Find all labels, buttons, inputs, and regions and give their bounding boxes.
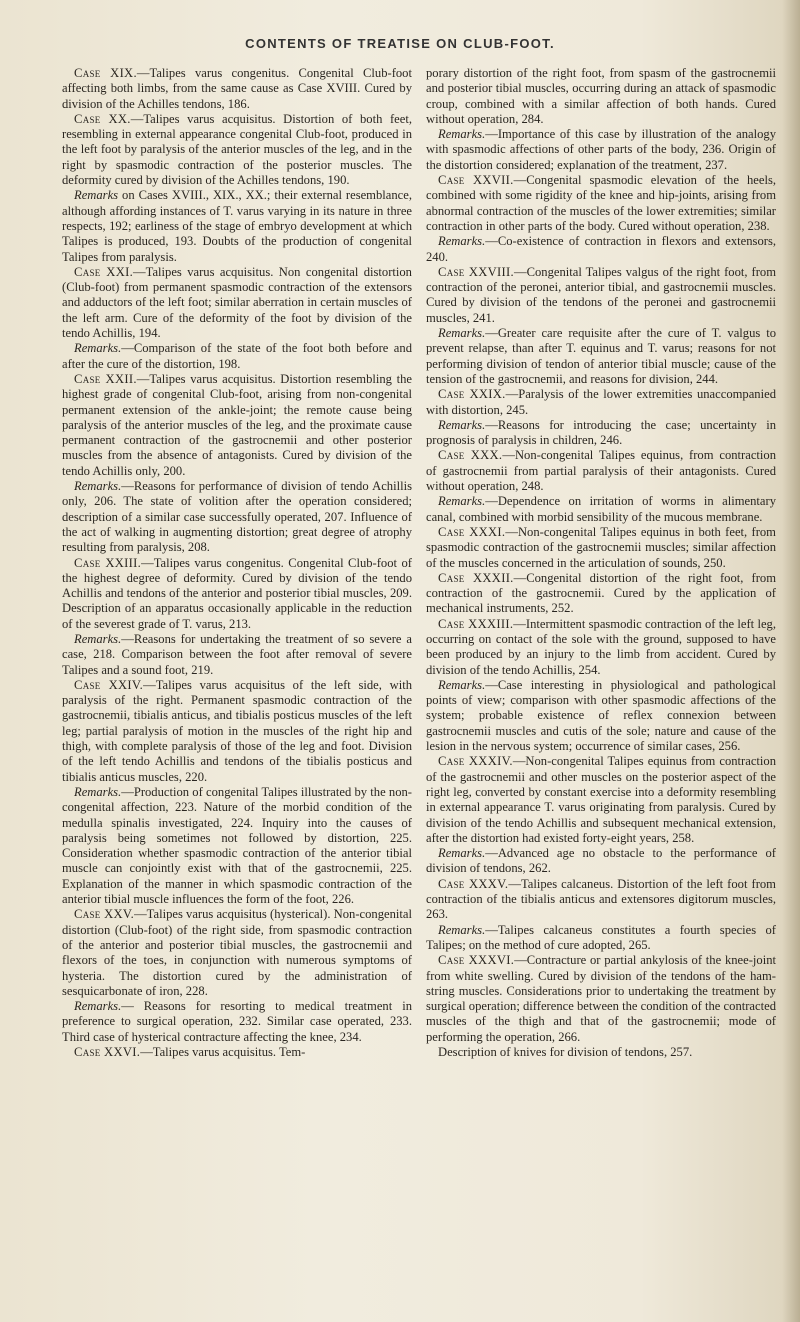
entry-body: Description of knives for division of tendons, 257. [438, 1045, 693, 1059]
running-head: CONTENTS OF TREATISE ON CLUB-FOOT. [245, 36, 555, 51]
entry-body: —Talipes varus congenitus. Congenital Club-foot affecting both limbs, from the same cause as Case XVIII. Cured by division of the Achilles tendons, 186. [62, 66, 412, 111]
case-heading: Case XXXVI. [438, 953, 515, 968]
entry-body: —Non-congenital Talipes equinus in both feet, from spasmodic contraction of the gastrocnemii muscles; similar affection of the muscles concerned in the articulation of sounds, 250. [426, 524, 776, 570]
case-entry [62, 66, 412, 112]
case-entry [62, 1045, 412, 1060]
entry-body: —Talipes varus acquisitus of the left side, with paralysis of the right. Permanent spasmodic contraction of the gastrocnemii, tibialis anticus, and tibialis posticus muscles of the left leg; partial paralysis of motion in the muscles of the right hip and thigh, with complete paralysis of those of the leg and foot. Division of the left tendo Achillis and tendons of the tibialis posticus and tibialis anticus muscles, 220. [62, 677, 412, 784]
case-heading: Case XXII. [74, 371, 137, 386]
entry-body: —Case interesting in physiological and pathological points of view; comparison with other spasmodic affections of the system; probable existence of reflex connexion between gastrocnemii muscles and cutis of the sole; nature and cause of the lesion in the nervous system; occurrence of similar cases, 256. [426, 677, 776, 754]
remarks-entry [426, 846, 776, 877]
remarks-entry [62, 785, 412, 907]
remarks-entry [62, 999, 412, 1045]
remarks-label: Remarks [74, 188, 119, 203]
entry-body: —Talipes varus acquisitus. Distortion of both feet, resembling in external appearance congenital Club-foot, produced in the left foot by paralysis of the anterior muscles of the leg, and in the right by spasmodic contraction of the posterior muscles. The deformity cured by division of the Achilles tendons, 190. [62, 111, 412, 188]
entry-body: —Dependence on irritation of worms in alimentary canal, combined with morbid sensibility of the mucous membrane. [426, 494, 776, 524]
remarks-entry [426, 923, 776, 954]
case-heading: Case XXXIV. [438, 754, 513, 769]
remarks-entry [426, 127, 776, 173]
remarks-label: Remarks. [438, 677, 486, 692]
entry-body: —Intermittent spasmodic contraction of the left leg, occurring on contact of the sole with the ground, supposed to have been produced by an injury to the limb from accident. Cured by division of the tendo Achillis, 254. [426, 616, 776, 677]
entry-body: —Talipes varus acquisitus. Tem- [140, 1045, 306, 1059]
case-entry [426, 953, 776, 1045]
case-heading: Case XXIII. [74, 555, 142, 570]
remarks-entry [426, 326, 776, 387]
case-entry [62, 678, 412, 785]
case-heading: Case XXXII. [438, 570, 514, 585]
entry-body: —Greater care requisite after the cure of T. valgus to prevent relapse, than after T. equinus and T. varus; reasons for not performing division of tendon of anterior tibial muscle; cause of the tension of the gastrocnemii, and reasons for division, 244. [426, 326, 776, 386]
case-entry [62, 907, 412, 999]
entry-body: —Congenital distortion of the right foot, from contraction of the gastrocnemii. Cured by the application of mechanical instruments, 252. [426, 570, 777, 616]
entry-body: —Non-congenital Talipes equinus from contraction of the gastrocnemii and other muscles on the posterior aspect of the right leg, converted by constant exercise into a deformity resembling in external appearance T. varus originating from paralysis. Cured by division of the tendo Achillis and subsequent mechanical extension, after the distortion had existed forty-eight years, 258. [426, 754, 777, 845]
entry-body: on Cases XVIII., XIX., XX.; their external resemblance, although affording instances of T. varus varying in its nature in three respects, 192; earliness of the stage of embryo development at which Talipes is produced, 193. Doubts of the production of congenital Talipes from paralysis. [62, 188, 412, 264]
case-entry [426, 617, 776, 678]
entry-body: —Comparison of the state of the foot both before and after the cure of the distortion, 198. [62, 341, 412, 371]
remarks-label: Remarks. [438, 326, 486, 341]
remarks-label: Remarks. [438, 417, 486, 432]
entry-body: —Congenital Talipes valgus of the right foot, from contraction of the peronei, anterior tibial, and gastrocnemii muscles. Cured by division of the tendons of the peronei and gastrocnemii muscles, 241. [426, 264, 776, 325]
remarks-label: Remarks. [438, 494, 486, 509]
entry-body: —Reasons for undertaking the treatment of so severe a case, 218. Comparison between the foot after removal of severe Talipes and a sound foot, 219. [62, 631, 412, 677]
remarks-entry [62, 341, 412, 372]
case-entry [426, 387, 776, 418]
remarks-label: Remarks. [74, 631, 122, 646]
case-entry [426, 877, 776, 923]
entry-body: —Talipes varus acquisitus. Non congenital distortion (Club-foot) from permanent spasmodic contraction of the extensors and adductors of the left foot; similar aberration in certain muscles of the left arm. Cure of the deformity of the foot by division of the tendo Achillis, 194. [62, 264, 412, 341]
remarks-label: Remarks. [438, 234, 486, 249]
case-heading: Case XXX. [438, 448, 503, 463]
case-heading: Case XXXIII. [438, 616, 514, 631]
remarks-label: Remarks. [74, 999, 122, 1014]
remarks-label: Remarks. [438, 127, 486, 142]
entry-body: porary distortion of the right foot, from spasm of the gastrocnemii and posterior tibial muscles, occurring during an attack of spasmodic croup, combined with a similar affection of both hands. Cured without operation, 284. [426, 66, 776, 126]
case-heading: Case XIX. [74, 66, 137, 80]
case-heading: Case XXIX. [438, 387, 506, 402]
entry-body: —Importance of this case by illustration of the analogy with spasmodic affections of other parts of the body, 236. Origin of the distortion considered; explanation of the treatment, 237. [426, 127, 776, 172]
entry-body: —Contracture or partial ankylosis of the knee-joint from white swelling. Cured by division of the tendons of the ham-string muscles. Considerations prior to undertaking the treatment by surgical operation; difference between the condition of the contracted muscles of the thigh and that of the gastrocnemii; mode of performing the operation, 266. [426, 953, 776, 1044]
entry-body: —Talipes calcaneus constitutes a fourth species of Talipes; on the method of cure adopted, 265. [426, 922, 776, 952]
remarks-entry [62, 188, 412, 264]
case-entry [426, 173, 776, 234]
entry-body: —Reasons for performance of division of tendo Achillis only, 206. The state of volition after the operation considered; description of a similar case successfully operated, 207. Influence of the act of walking in augmenting distortion; great degree of atrophy resulting from paralysis, 208. [62, 479, 412, 555]
entry-text [426, 1045, 776, 1060]
remarks-entry [426, 494, 776, 525]
remarks-entry [426, 418, 776, 449]
case-entry [62, 372, 412, 479]
entry-body: —Talipes varus acquisitus (hysterical). Non-congenital distortion (Club-foot) of the right side, from spasmodic contraction of the anterior and posterior tibial muscles, the gastrocnemii and flexors of the toes, in conjunction with numerous symptoms of hysteria. The distortion cured by the administration of sesquicarbonate of iron, 228. [62, 907, 412, 998]
page-edge-shadow [782, 0, 800, 1322]
entry-body: —Talipes varus congenitus. Congenital Club-foot of the highest degree of deformity. Cured by division of the tendo Achillis and tendons of the anterior and posterior tibial muscles, 209. Description of an apparatus occasionally applicable in the reduction of the severest grade of T. varus, 213. [62, 555, 412, 631]
case-heading: Case XXV. [74, 907, 135, 922]
entry-body: —Production of congenital Talipes illustrated by the non-congenital affection, 223. Nature of the morbid condition of the medulla spinalis investigated, 224. Inquiry into the causes of paralysis being sometimes not followed by distortion, 225. Consideration whether spasmodic contraction of the anterior tibial muscle can conjointly exist with that of the gastrocnemii, 225. Explanation of the manner in which spasmodic contraction of the anterior tibial muscle influences the form of the foot, 226. [62, 784, 412, 907]
entry-body: —Paralysis of the lower extremities unaccompanied with distortion, 245. [426, 387, 776, 417]
case-heading: Case XXVII. [438, 173, 514, 188]
case-heading: Case XXIV. [74, 677, 144, 692]
remarks-entry [62, 479, 412, 555]
entry-body: —Reasons for introducing the case; uncertainty in prognosis of paralysis in children, 246. [426, 417, 776, 448]
remarks-entry [426, 234, 776, 265]
remarks-label: Remarks. [438, 846, 486, 861]
case-heading: Case XXXI. [438, 524, 506, 539]
entry-body: —Co-existence of contraction in flexors and extensors, 240. [426, 234, 776, 264]
case-entry [62, 265, 412, 341]
entry-body: —Advanced age no obstacle to the performance of division of tendons, 262. [426, 846, 776, 876]
entry-body: — Reasons for resorting to medical treatment in preference to surgical operation, 232. Similar case operated, 233. Third case of hysterical contracture affecting the knee, 234. [62, 999, 412, 1044]
remarks-entry [426, 678, 776, 754]
case-entry [62, 112, 412, 188]
remarks-label: Remarks. [74, 479, 122, 494]
case-entry [426, 265, 776, 326]
case-entry [426, 448, 776, 494]
case-entry [426, 571, 776, 617]
case-heading: Case XXVI. [74, 1045, 141, 1059]
entry-body: —Congenital spasmodic elevation of the heels, combined with some rigidity of the knee and hip-joints, arising from abnormal contraction of the muscles of the lower extremities; similar contraction in other parts of the body. Cured without operation, 238. [426, 173, 777, 233]
case-heading: Case XXI. [74, 264, 134, 279]
case-entry [62, 556, 412, 632]
left-column [62, 66, 412, 1060]
remarks-label: Remarks. [74, 341, 122, 356]
remarks-label: Remarks. [438, 922, 486, 937]
entry-body: —Non-congenital Talipes equinus, from contraction of gastrocnemii from partial paralysis of their antagonists. Cured without operation, 248. [426, 448, 776, 494]
case-heading: Case XXVIII. [438, 264, 514, 279]
case-heading: Case XXXV. [438, 876, 509, 891]
case-entry [426, 754, 776, 846]
remarks-label: Remarks. [74, 784, 122, 799]
right-column [426, 66, 776, 1060]
entry-body: —Talipes varus acquisitus. Distortion resembling the highest grade of congenital Club-foot, arising from non-congenital permanent extension of the ankle-joint; the remote cause being paralysis of the anterior muscles of the leg, and the proximate cause permanent contraction of the gastrocnemii and other posterior muscles from the absence of antagonists. Cured by division of the tendo Achillis only, 200. [62, 371, 412, 478]
case-entry [426, 525, 776, 571]
entry-text [426, 66, 776, 127]
entry-body: —Talipes calcaneus. Distortion of the left foot from contraction of the tibialis anticus and extensores digitorum muscles, 263. [426, 876, 776, 922]
remarks-entry [62, 632, 412, 678]
case-heading: Case XX. [74, 111, 131, 126]
